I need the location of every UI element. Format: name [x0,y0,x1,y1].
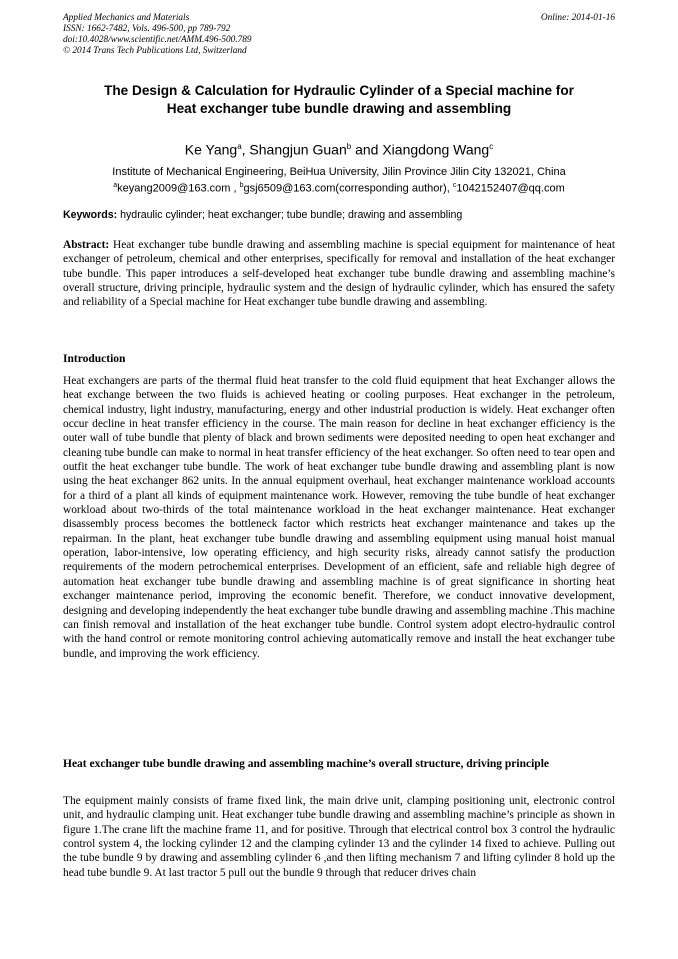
keywords-label: Keywords: [63,209,118,221]
author-3-mark: c [489,142,494,151]
introduction-text: Heat exchangers are parts of the thermal fluid heat transfer to the cold fluid equipment that heat Exchanger allows the heat exchange between the two fluids is achieved heating or cooling purposes. Heat exchanger in the petroleum, chemical industry, light industry, manufacturing, energy and other industrial production is widely. Heat exchanger often occur decline in heat transfer efficiency in the course. The main reason for decline in heat exchanger efficiency is the outer wall of tube bundle that plenty of black and brown sediments were deposited needing to open heat exchanger and cleaning tube bundle can make to normal in heat transfer efficiency of the heat exchanger. So often need to tear open and outfit the heat exchanger tube bundle. The work of heat exchanger tube bundle drawing and assembling plant is now using the heat exchanger 862 units. In the annual equipment overhaul, heat exchanger maintenance workload accounts for a third of a plant all kinds of equipment maintenance work. However, removing the tube bundle of heat exchanger workload about two-thirds of the total maintenance workload in the heat exchanger maintenance. Heat exchanger disassembly process becomes the bottleneck factor which restricts heat exchanger maintenance and takes up the repairman. In the plant, heat exchanger tube bundle drawing and assembling equipment using manual hoist manual operation, labor-intensive, low operating efficiency, and high security risks, already cannot satisfy the production requirements of the modern petrochemical enterprises. Development of an efficient, safe and reliable high degree of automation heat exchanger tube bundle drawing and assembling machine is of great significance in shorting heat exchanger maintenance period, improving the economic benefit. Therefore, we conduct innovative development, designing and developing independently the heat exchanger tube bundle drawing and assembling machine .This machine can finish removal and installation of the heat exchanger tube bundle. Control system adopt electro-hydraulic control with the hand control or remote monitoring control achieving automatically remove and install the heat exchanger tube bundle, and improving the work efficiency. [63,375,615,660]
author-separator-2: and [351,141,383,158]
email-1-mark: a [113,182,118,189]
section-2-heading: Heat exchanger tube bundle drawing and assembling machine’s overall structure, driving principle [63,758,549,770]
copyright-line: © 2014 Trans Tech Publications Ltd, Switzerland [63,46,247,56]
journal-meta [63,13,252,57]
title-line-2: Heat exchanger tube bundle drawing and assembling [166,101,512,116]
keywords [63,208,615,222]
email-3-mark: c [452,182,457,189]
author-1-mark: a [237,142,242,151]
email-2-mark: b [239,182,244,189]
email-2: gsj6509@163.com(corresponding author), [243,182,453,195]
author-2-mark: b [346,142,352,151]
title-line-1: The Design & Calculation for Hydraulic Cylinder of a Special machine for [104,83,574,98]
author-separator-1: , [241,141,250,158]
section-2-text: The equipment mainly consists of frame fixed link, the main drive unit, clamping positioning unit, electronic control unit, and hydraulic clamping unit. Heat exchanger tube bundle drawing and assembling machine’s principle as shown in figure 1.The crane lift the machine frame 11, and for positive. Through that electrical control box 3 control the hydraulic control system 4, the locking cylinder 12 and the clamping cylinder 13 and the cylinder 14 fixed to achieve. Pulling out the tube bundle 9 by drawing and assembling cylinder 6 ,and then lifting mechanism 7 and lifting cylinder 8 hold up the head tube bundle 9. At last tractor 5 pull out the bundle 9 through that reducer drives chain [63,795,615,879]
author-2: Shangjun Guan [249,141,347,158]
paper-title [40,82,638,118]
introduction-heading: Introduction [63,353,126,365]
doi-line: doi:10.4028/www.scientific.net/AMM.496-500.789 [63,35,252,45]
online-date: Online: 2014-01-16 [540,13,615,23]
author-1: Ke Yang [184,141,238,158]
author-list [40,138,638,159]
author-3: Xiangdong Wang [382,141,490,158]
email-1: keyang2009@163.com , [117,182,240,195]
abstract-text: Heat exchanger tube bundle drawing and assembling machine is special equipment for maintenance of heat exchanger of petroleum, chemical and other enterprises, specifically for removal and installation of the heat exchanger tube bundle. This paper introduces a self-developed heat exchanger tube bundle drawing and assembling machine’s overall structure, driving principle, hydraulic system and the design of hydraulic cylinder, which has ensured the safety and reliability of a Special machine for Heat exchanger tube bundle drawing and assembling. [63,239,615,309]
email-3: 1042152407@qq.com [456,182,565,195]
affiliation: Institute of Mechanical Engineering, BeiHua University, Jilin Province Jilin City 132021, China [112,166,566,178]
abstract-label: Abstract: [63,239,110,251]
abstract [63,238,615,310]
issn-line: ISSN: 1662-7482, Vols. 496-500, pp 789-792 [63,24,231,34]
keywords-text: hydraulic cylinder; heat exchanger; tube bundle; drawing and assembling [117,209,463,221]
journal-name: Applied Mechanics and Materials [63,13,190,23]
affiliation-block [40,165,638,196]
email-line [40,179,638,196]
